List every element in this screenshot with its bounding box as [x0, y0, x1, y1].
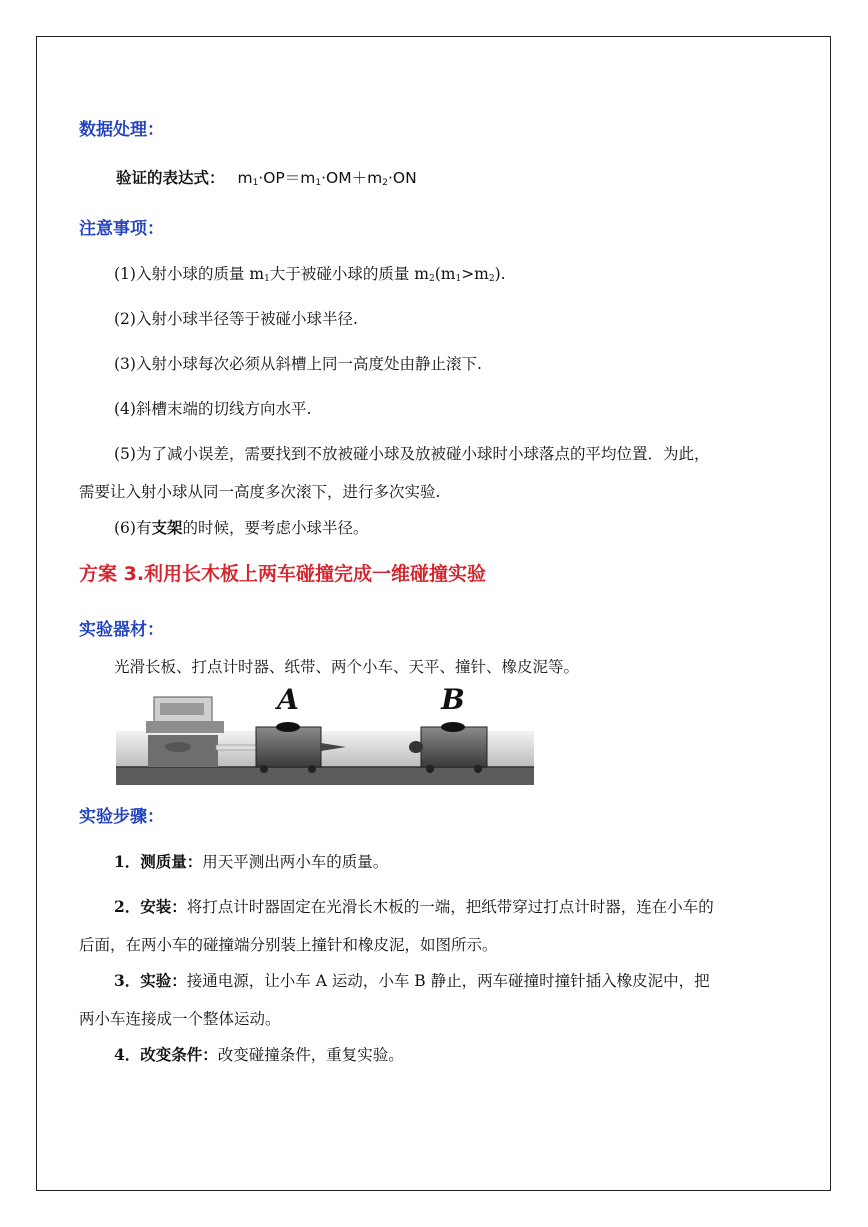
formula-label: 验证的表达式： — [116, 168, 225, 187]
step-3-line-2: 两小车连接成一个整体运动。 — [79, 1010, 281, 1028]
step-1: 1．测质量：用天平测出两小车的质量。 — [114, 852, 389, 871]
note-4: (4)斜槽末端的切线方向水平. — [114, 400, 312, 418]
timer-icon — [146, 697, 224, 767]
plan3-title: 方案 3.利用长木板上两车碰撞完成一维碰撞实验 — [79, 563, 487, 585]
board-front — [116, 767, 534, 785]
cart-b-label: B — [441, 685, 465, 716]
steps-heading: 实验步骤： — [79, 807, 164, 827]
experiment-figure — [116, 685, 534, 789]
note-6: (6)有支架的时候，要考虑小球半径。 — [114, 518, 369, 537]
formula-expression: $m_1\cdot OP=m_1\cdot OM+m_2\cdot ON$ — [237, 169, 417, 188]
step-2-line-1: 2．安装：将打点计时器固定在光滑长木板的一端，把纸带穿过打点计时器，连在小车的 — [114, 897, 714, 916]
note-3: (3)入射小球每次必须从斜槽上同一高度处由静止滚下. — [114, 355, 482, 373]
note-1: (1)入射小球的质量 $m_1$大于被碰小球的质量 $m_2(m_1>m_2)$. — [114, 265, 506, 284]
cart-a-label: A — [277, 685, 299, 716]
note-5-line-2: 需要让入射小球从同一高度多次滚下，进行多次实验. — [79, 483, 441, 501]
notes-heading: 注意事项： — [79, 219, 164, 239]
formula-line — [116, 168, 417, 193]
data-processing-heading: 数据处理： — [79, 120, 164, 140]
equipment-text: 光滑长板、打点计时器、纸带、两个小车、天平、撞针、橡皮泥等。 — [114, 658, 580, 676]
note-5-line-1: (5)为了减小误差，需要找到不放被碰小球及放被碰小球时小球落点的平均位置．为此， — [114, 445, 710, 463]
step-2-line-2: 后面，在两小车的碰撞端分别装上撞针和橡皮泥，如图所示。 — [79, 936, 498, 954]
step-3-line-1: 3．实验：接通电源，让小车 A 运动，小车 B 静止，两车碰撞时撞针插入橡皮泥中，把 — [114, 971, 710, 990]
step-4: 4．改变条件：改变碰撞条件，重复实验。 — [114, 1045, 404, 1064]
equipment-heading: 实验器材： — [79, 620, 164, 640]
note-2: (2)入射小球半径等于被碰小球半径. — [114, 310, 358, 328]
cart-b-icon — [409, 722, 487, 773]
